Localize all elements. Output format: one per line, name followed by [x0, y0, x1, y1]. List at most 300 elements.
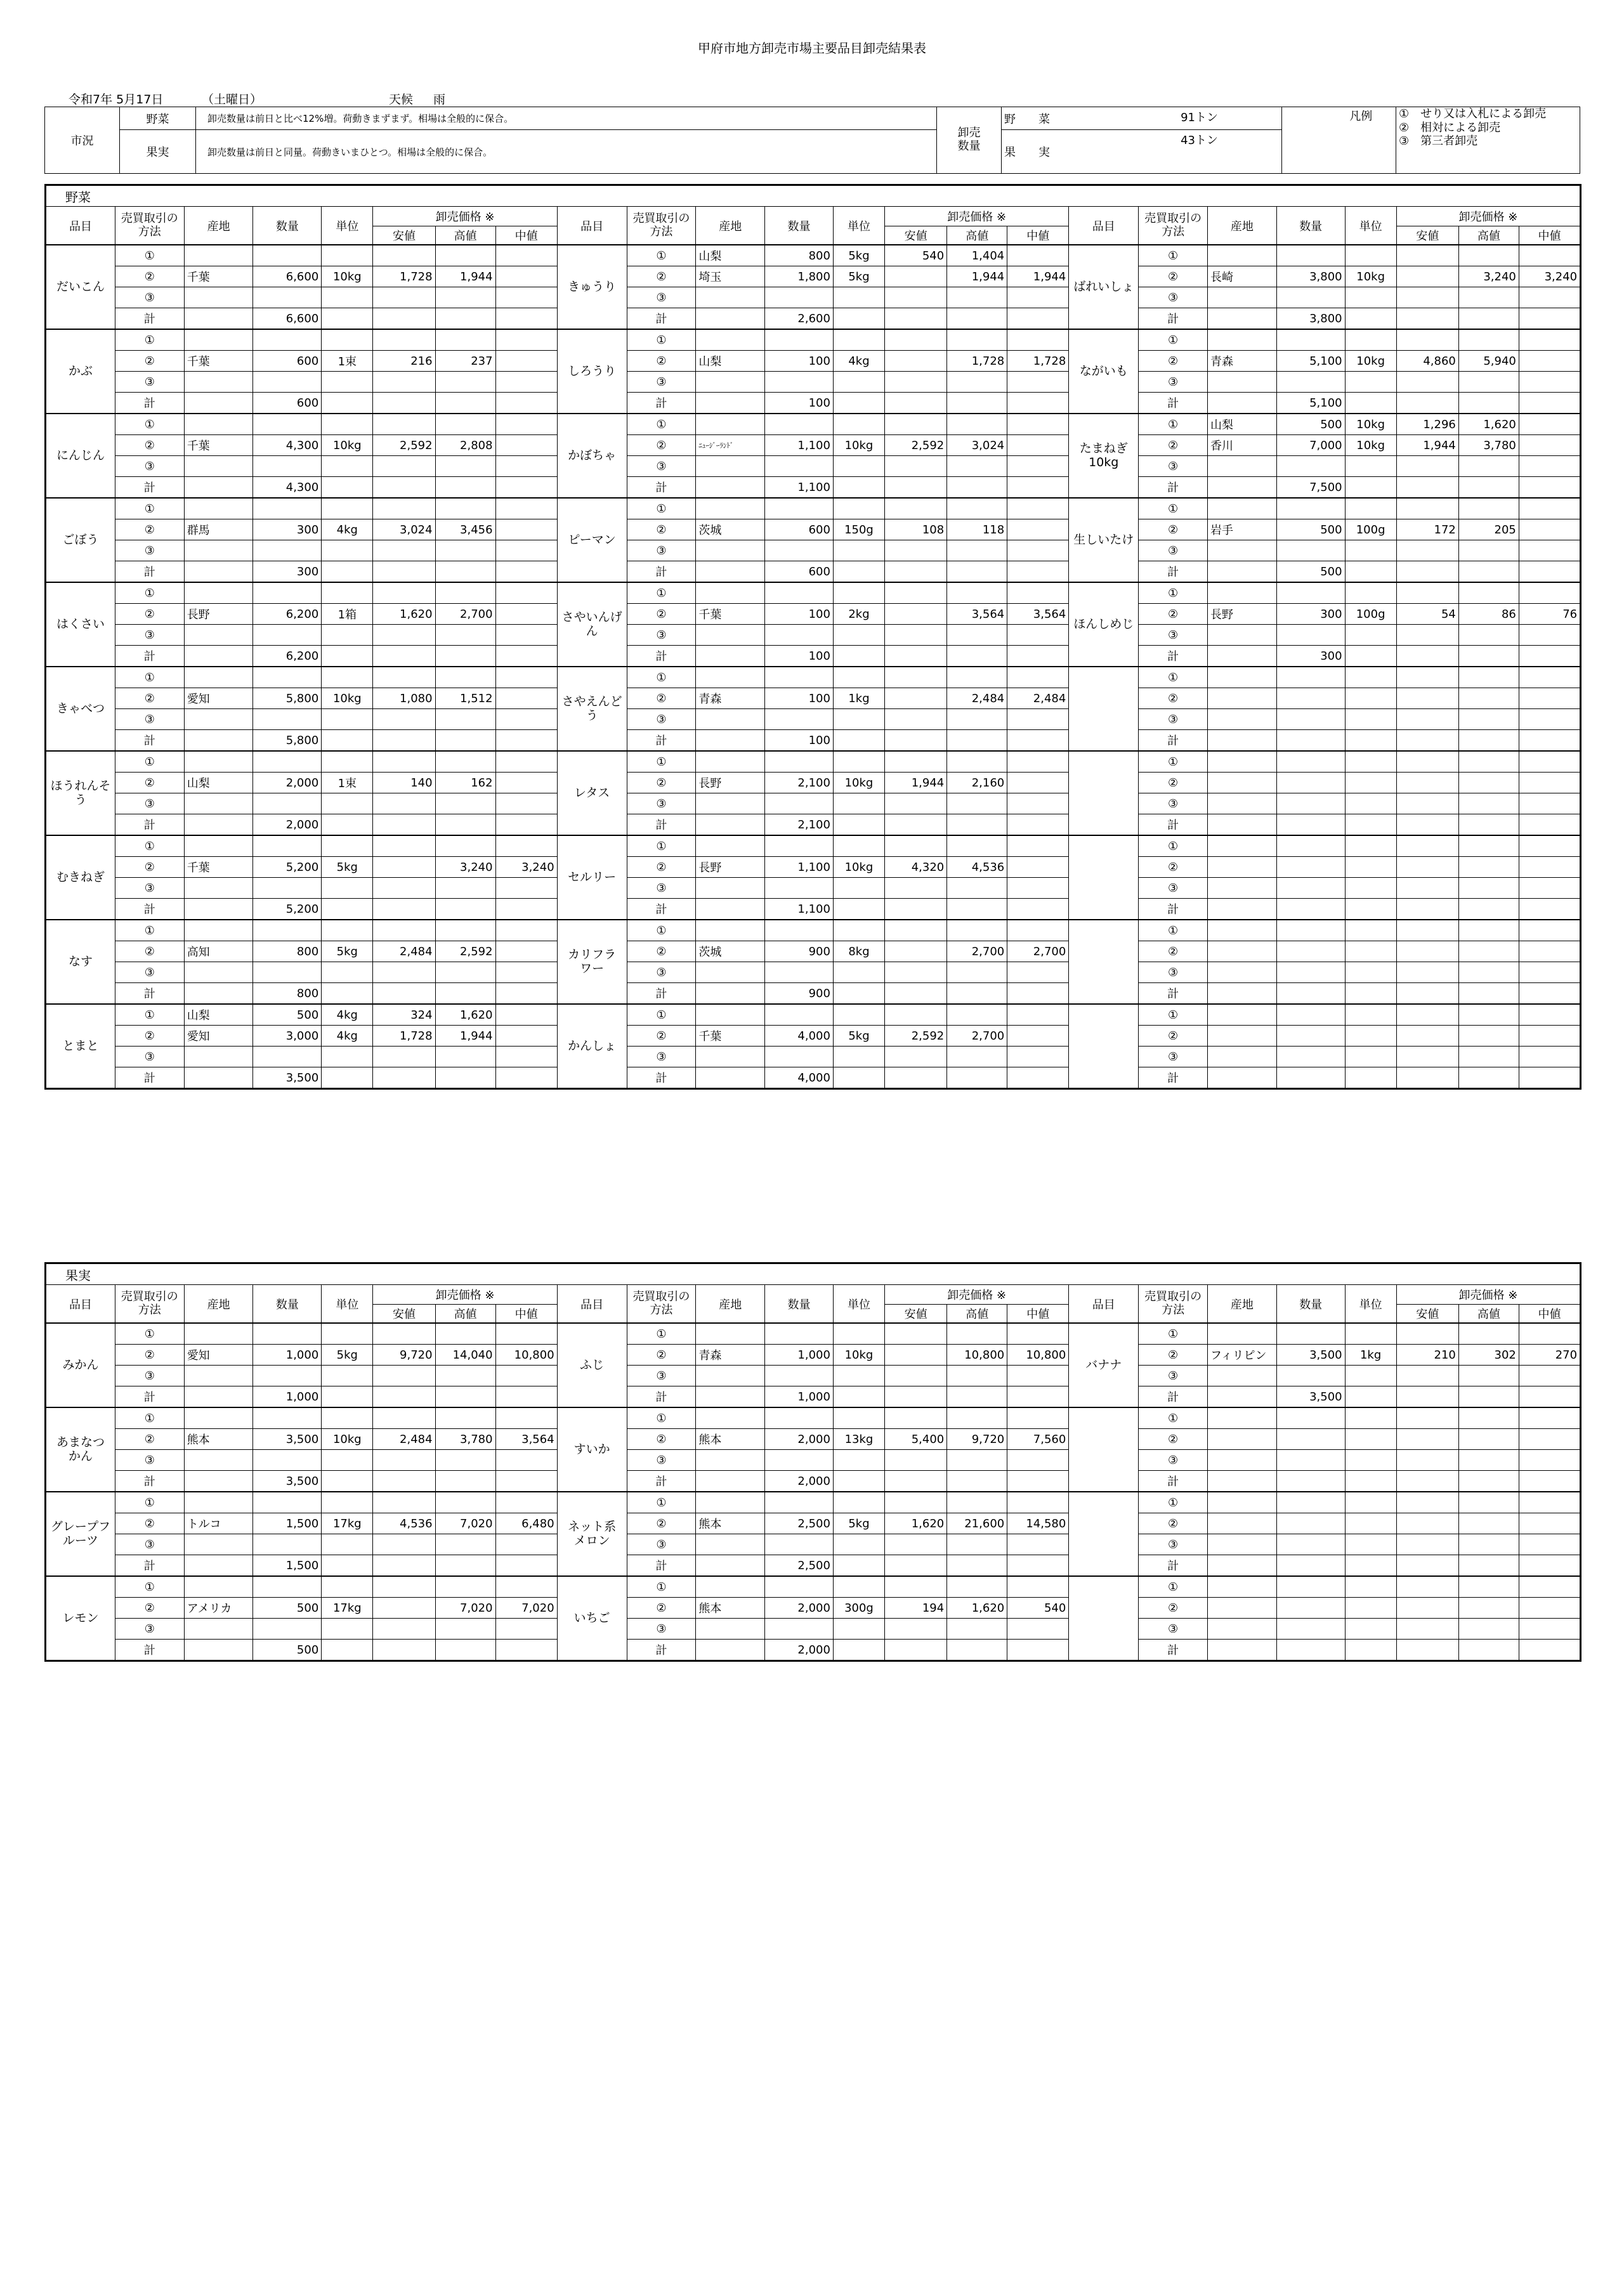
- unit: [322, 1471, 373, 1492]
- quantity: 800: [253, 941, 322, 962]
- col-high: 高値: [435, 226, 495, 245]
- col-low: 安値: [1396, 1305, 1458, 1324]
- price-high: [947, 1450, 1007, 1471]
- price-mid: [1007, 329, 1069, 351]
- origin: 熊本: [696, 1598, 765, 1619]
- price-high: [435, 899, 495, 920]
- origin: [1208, 1492, 1277, 1513]
- price-mid: [1007, 625, 1069, 646]
- price-mid: [1519, 582, 1580, 604]
- method-mark: ③: [1139, 287, 1208, 308]
- origin: [184, 983, 253, 1005]
- quantity: 2,000: [765, 1429, 834, 1450]
- unit: [322, 1576, 373, 1598]
- method-mark: ①: [1139, 582, 1208, 604]
- price-mid: [495, 814, 557, 836]
- col-origin: 産地: [184, 1285, 253, 1324]
- quantity: 300: [1276, 646, 1345, 667]
- origin: [184, 308, 253, 330]
- price-low: [885, 878, 947, 899]
- method-mark: ①: [627, 667, 696, 688]
- price-low: [373, 414, 435, 435]
- unit: [1345, 456, 1396, 477]
- price-low: [1396, 1619, 1458, 1640]
- price-mid: [495, 1366, 557, 1386]
- price-mid: [495, 266, 557, 287]
- price-high: [1458, 1067, 1519, 1089]
- price-low: [1396, 814, 1458, 836]
- price-mid: [495, 329, 557, 351]
- price-low: 4,320: [885, 857, 947, 878]
- price-high: [435, 1323, 495, 1345]
- unit: 17kg: [322, 1598, 373, 1619]
- unit: [1345, 372, 1396, 393]
- price-high: [435, 308, 495, 330]
- price-low: [373, 287, 435, 308]
- quantity: [765, 920, 834, 941]
- price-mid: [495, 1576, 557, 1598]
- item-name: いちご: [557, 1576, 627, 1661]
- method-mark: ③: [115, 287, 184, 308]
- price-high: 3,024: [947, 435, 1007, 456]
- method-mark: ②: [1139, 1513, 1208, 1534]
- method-mark: ②: [627, 1598, 696, 1619]
- origin: [1208, 920, 1277, 941]
- price-high: [1458, 814, 1519, 836]
- summary-veg-qty-label: 野 菜: [1004, 112, 1050, 126]
- col-method: 売買取引の方法: [115, 1285, 184, 1324]
- price-high: [1458, 372, 1519, 393]
- price-high: [1458, 1047, 1519, 1067]
- unit: 150g: [833, 519, 884, 540]
- unit: [1345, 1047, 1396, 1067]
- legend-label: 凡例: [1326, 107, 1396, 174]
- method-mark: ②: [627, 1026, 696, 1047]
- col-high: 高値: [947, 226, 1007, 245]
- item-name: さやいんげ ん: [557, 582, 627, 667]
- price-high: [1458, 941, 1519, 962]
- quantity: 500: [1276, 561, 1345, 583]
- quantity: 1,100: [765, 435, 834, 456]
- price-mid: [1519, 625, 1580, 646]
- price-high: [947, 878, 1007, 899]
- price-mid: [1519, 1323, 1580, 1345]
- price-mid: [495, 1492, 557, 1513]
- quantity: 900: [765, 983, 834, 1005]
- quantity: 2,000: [765, 1471, 834, 1492]
- unit: [1345, 1619, 1396, 1640]
- price-mid: [1519, 835, 1580, 857]
- price-mid: [1519, 793, 1580, 814]
- quantity: [1276, 1450, 1345, 1471]
- unit: [322, 835, 373, 857]
- price-low: [885, 1386, 947, 1408]
- price-high: [1458, 962, 1519, 983]
- method-mark: ①: [627, 1004, 696, 1026]
- quantity: 4,300: [253, 435, 322, 456]
- price-mid: [495, 393, 557, 414]
- method-mark: ③: [1139, 1619, 1208, 1640]
- quantity: [765, 287, 834, 308]
- unit: [322, 920, 373, 941]
- origin: [184, 920, 253, 941]
- origin: [1208, 667, 1277, 688]
- origin: [184, 1576, 253, 1598]
- origin: [1208, 962, 1277, 983]
- origin: [1208, 308, 1277, 330]
- method-mark: 計: [1139, 730, 1208, 752]
- price-high: [1458, 393, 1519, 414]
- unit: [1345, 1026, 1396, 1047]
- price-mid: 2,700: [1007, 941, 1069, 962]
- item-name: ながいも: [1069, 329, 1139, 414]
- table-row: [46, 667, 1581, 688]
- table-row: [46, 793, 1581, 814]
- col-qty: 数量: [1276, 207, 1345, 245]
- method-mark: ①: [115, 245, 184, 266]
- col-item: 品目: [1069, 207, 1139, 245]
- quantity: 3,800: [1276, 308, 1345, 330]
- unit: [1345, 1513, 1396, 1534]
- origin: [184, 962, 253, 983]
- unit: [1345, 1429, 1396, 1450]
- origin: [696, 899, 765, 920]
- item-name: レモン: [46, 1576, 115, 1661]
- item-name: バナナ: [1069, 1323, 1139, 1407]
- method-mark: ①: [115, 1576, 184, 1598]
- unit: [833, 667, 884, 688]
- origin: [1208, 857, 1277, 878]
- price-mid: [1519, 899, 1580, 920]
- col-mid: 中値: [495, 226, 557, 245]
- origin: [696, 1407, 765, 1429]
- method-mark: ①: [627, 751, 696, 773]
- method-mark: ③: [115, 793, 184, 814]
- price-mid: [1007, 835, 1069, 857]
- origin: [1208, 751, 1277, 773]
- price-low: [885, 709, 947, 730]
- price-low: [885, 561, 947, 583]
- origin: [1208, 835, 1277, 857]
- price-low: [885, 751, 947, 773]
- col-mid: 中値: [495, 1305, 557, 1324]
- method-mark: ②: [627, 266, 696, 287]
- col-qty: 数量: [765, 207, 834, 245]
- price-high: 1,728: [947, 351, 1007, 372]
- price-low: [373, 1640, 435, 1661]
- col-price: 卸売価格 ※: [373, 207, 557, 226]
- col-mid: 中値: [1519, 1305, 1580, 1324]
- unit: [322, 1407, 373, 1429]
- unit: [1345, 1598, 1396, 1619]
- item-name: [1069, 1004, 1139, 1089]
- quantity: [253, 1492, 322, 1513]
- origin: [696, 582, 765, 604]
- quantity: [253, 456, 322, 477]
- origin: 山梨: [1208, 414, 1277, 435]
- price-low: [373, 1534, 435, 1555]
- quantity: [253, 1323, 322, 1345]
- quantity: [765, 582, 834, 604]
- price-high: [1458, 1598, 1519, 1619]
- price-mid: [1519, 1067, 1580, 1089]
- price-mid: [1519, 245, 1580, 266]
- origin: 千葉: [184, 857, 253, 878]
- legend-item-1: ① せり又は入札による卸売: [1399, 107, 1547, 121]
- method-mark: ①: [1139, 1492, 1208, 1513]
- method-mark: ①: [115, 582, 184, 604]
- method-mark: ①: [627, 1492, 696, 1513]
- item-name: とまと: [46, 1004, 115, 1089]
- method-mark: ③: [115, 540, 184, 561]
- item-name: ピーマン: [557, 498, 627, 582]
- price-mid: [1519, 287, 1580, 308]
- price-mid: [1007, 435, 1069, 456]
- table-row: [46, 941, 1581, 962]
- table-row: [46, 835, 1581, 857]
- quantity: 1,000: [765, 1345, 834, 1366]
- price-low: [1396, 498, 1458, 519]
- quantity: [1276, 498, 1345, 519]
- quantity: [765, 1534, 834, 1555]
- price-mid: [1007, 1640, 1069, 1661]
- method-mark: ③: [627, 372, 696, 393]
- price-mid: [1519, 372, 1580, 393]
- price-high: 1,620: [1458, 414, 1519, 435]
- unit: 5kg: [322, 1345, 373, 1366]
- price-low: [1396, 393, 1458, 414]
- price-low: [885, 1619, 947, 1640]
- origin: [1208, 1598, 1277, 1619]
- origin: [184, 625, 253, 646]
- unit: [322, 962, 373, 983]
- price-low: [373, 561, 435, 583]
- method-mark: 計: [115, 646, 184, 667]
- report-weekday: （土曜日）: [202, 93, 263, 107]
- price-mid: 2,484: [1007, 688, 1069, 709]
- price-mid: [1519, 941, 1580, 962]
- price-mid: [1007, 1026, 1069, 1047]
- price-high: 2,160: [947, 773, 1007, 793]
- unit: [833, 1004, 884, 1026]
- origin: [1208, 793, 1277, 814]
- col-high: 高値: [947, 1305, 1007, 1324]
- section-label: 果実: [46, 1263, 1581, 1285]
- origin: [184, 1067, 253, 1089]
- unit: [833, 1386, 884, 1408]
- summary-veg-text: 卸売数量は前日と比べ12%増。荷動きまずまず。相場は全般的に保合。: [196, 107, 937, 130]
- item-name: ほうれんそ う: [46, 751, 115, 835]
- price-mid: [495, 793, 557, 814]
- unit: [833, 1366, 884, 1386]
- price-low: [1396, 1067, 1458, 1089]
- price-high: 1,944: [947, 266, 1007, 287]
- price-mid: [495, 1386, 557, 1408]
- col-item: 品目: [1069, 1285, 1139, 1324]
- method-mark: ②: [1139, 1598, 1208, 1619]
- price-mid: [1519, 1026, 1580, 1047]
- price-mid: [1007, 308, 1069, 330]
- method-mark: ①: [627, 920, 696, 941]
- table-row: [46, 878, 1581, 899]
- method-mark: 計: [627, 308, 696, 330]
- price-low: [1396, 1555, 1458, 1577]
- price-high: [947, 1366, 1007, 1386]
- unit: [322, 983, 373, 1005]
- price-mid: [495, 1004, 557, 1026]
- price-high: [435, 1047, 495, 1067]
- summary-fruit-qty-value: 43トン: [1181, 134, 1218, 147]
- price-mid: [1519, 1598, 1580, 1619]
- quantity: 1,500: [253, 1555, 322, 1577]
- unit: [322, 1450, 373, 1471]
- page-title: 甲府市地方卸売市場主要品目卸売結果表: [698, 41, 926, 56]
- method-mark: 計: [1139, 1555, 1208, 1577]
- price-high: [947, 393, 1007, 414]
- method-mark: ③: [627, 1619, 696, 1640]
- price-high: [435, 245, 495, 266]
- price-low: [885, 1407, 947, 1429]
- quantity: [253, 1047, 322, 1067]
- unit: [833, 540, 884, 561]
- price-high: 118: [947, 519, 1007, 540]
- price-low: [1396, 835, 1458, 857]
- price-low: [373, 1366, 435, 1386]
- origin: [1208, 1366, 1277, 1386]
- method-mark: ②: [115, 1598, 184, 1619]
- quantity: [1276, 835, 1345, 857]
- method-mark: 計: [1139, 1640, 1208, 1661]
- table-row: [46, 351, 1581, 372]
- price-mid: [495, 1323, 557, 1345]
- price-mid: [1007, 372, 1069, 393]
- price-high: [435, 646, 495, 667]
- item-name: [1069, 667, 1139, 751]
- price-mid: [1519, 920, 1580, 941]
- price-low: [373, 498, 435, 519]
- price-low: [373, 1067, 435, 1089]
- origin: [184, 1047, 253, 1067]
- origin: [184, 835, 253, 857]
- price-low: [373, 1407, 435, 1429]
- origin: [184, 1534, 253, 1555]
- table-row: [46, 962, 1581, 983]
- price-mid: [1007, 1492, 1069, 1513]
- unit: 10kg: [833, 1345, 884, 1366]
- price-mid: [495, 1471, 557, 1492]
- origin: 山梨: [184, 773, 253, 793]
- unit: [833, 308, 884, 330]
- price-high: [435, 730, 495, 752]
- price-low: [885, 351, 947, 372]
- method-mark: 計: [627, 814, 696, 836]
- origin: [1208, 1386, 1277, 1408]
- price-low: [373, 814, 435, 836]
- table-row: [46, 646, 1581, 667]
- price-mid: [1519, 1513, 1580, 1534]
- quantity: 5,100: [1276, 393, 1345, 414]
- quantity: [1276, 1640, 1345, 1661]
- origin: 千葉: [184, 435, 253, 456]
- price-low: [885, 899, 947, 920]
- price-low: [373, 1471, 435, 1492]
- item-name: ごぼう: [46, 498, 115, 582]
- quantity: 1,000: [253, 1345, 322, 1366]
- table-row: [46, 983, 1581, 1005]
- price-high: 1,512: [435, 688, 495, 709]
- price-high: [1458, 1513, 1519, 1534]
- origin: [184, 1619, 253, 1640]
- quantity: [1276, 1004, 1345, 1026]
- unit: [833, 372, 884, 393]
- price-mid: [495, 414, 557, 435]
- price-high: [435, 709, 495, 730]
- quantity: 2,000: [253, 814, 322, 836]
- price-high: [947, 1407, 1007, 1429]
- price-high: [947, 287, 1007, 308]
- method-mark: ③: [115, 878, 184, 899]
- quantity: 100: [765, 604, 834, 625]
- table-row: [46, 1513, 1581, 1534]
- origin: [1208, 1513, 1277, 1534]
- origin: [696, 983, 765, 1005]
- price-mid: 540: [1007, 1598, 1069, 1619]
- price-low: [885, 688, 947, 709]
- origin: [1208, 1429, 1277, 1450]
- method-mark: ②: [627, 1513, 696, 1534]
- price-low: 1,728: [373, 1026, 435, 1047]
- origin: [696, 1386, 765, 1408]
- origin: 熊本: [696, 1429, 765, 1450]
- price-high: [947, 793, 1007, 814]
- quantity: [1276, 962, 1345, 983]
- quantity: 600: [765, 519, 834, 540]
- price-low: [885, 625, 947, 646]
- table-row: [46, 414, 1581, 435]
- origin: [1208, 1047, 1277, 1067]
- vegetables-table: [44, 184, 1581, 1090]
- price-low: [1396, 920, 1458, 941]
- unit: [833, 646, 884, 667]
- price-high: [947, 1471, 1007, 1492]
- price-mid: [495, 372, 557, 393]
- item-name: すいか: [557, 1407, 627, 1492]
- price-mid: [1007, 456, 1069, 477]
- unit: [1345, 1492, 1396, 1513]
- origin: 長野: [696, 773, 765, 793]
- table-row: [46, 709, 1581, 730]
- quantity: 500: [253, 1598, 322, 1619]
- quantity: 3,500: [253, 1067, 322, 1089]
- unit: [322, 646, 373, 667]
- price-high: [947, 814, 1007, 836]
- quantity: 3,500: [1276, 1345, 1345, 1366]
- method-mark: 計: [115, 561, 184, 583]
- quantity: 7,000: [1276, 435, 1345, 456]
- origin: 千葉: [184, 351, 253, 372]
- price-mid: [1519, 498, 1580, 519]
- method-mark: 計: [115, 393, 184, 414]
- quantity: 1,100: [765, 899, 834, 920]
- unit: 1箱: [322, 604, 373, 625]
- price-low: [885, 1492, 947, 1513]
- origin: [696, 1471, 765, 1492]
- price-high: [1458, 1366, 1519, 1386]
- price-low: [373, 899, 435, 920]
- price-low: [373, 646, 435, 667]
- origin: [1208, 878, 1277, 899]
- price-low: [885, 372, 947, 393]
